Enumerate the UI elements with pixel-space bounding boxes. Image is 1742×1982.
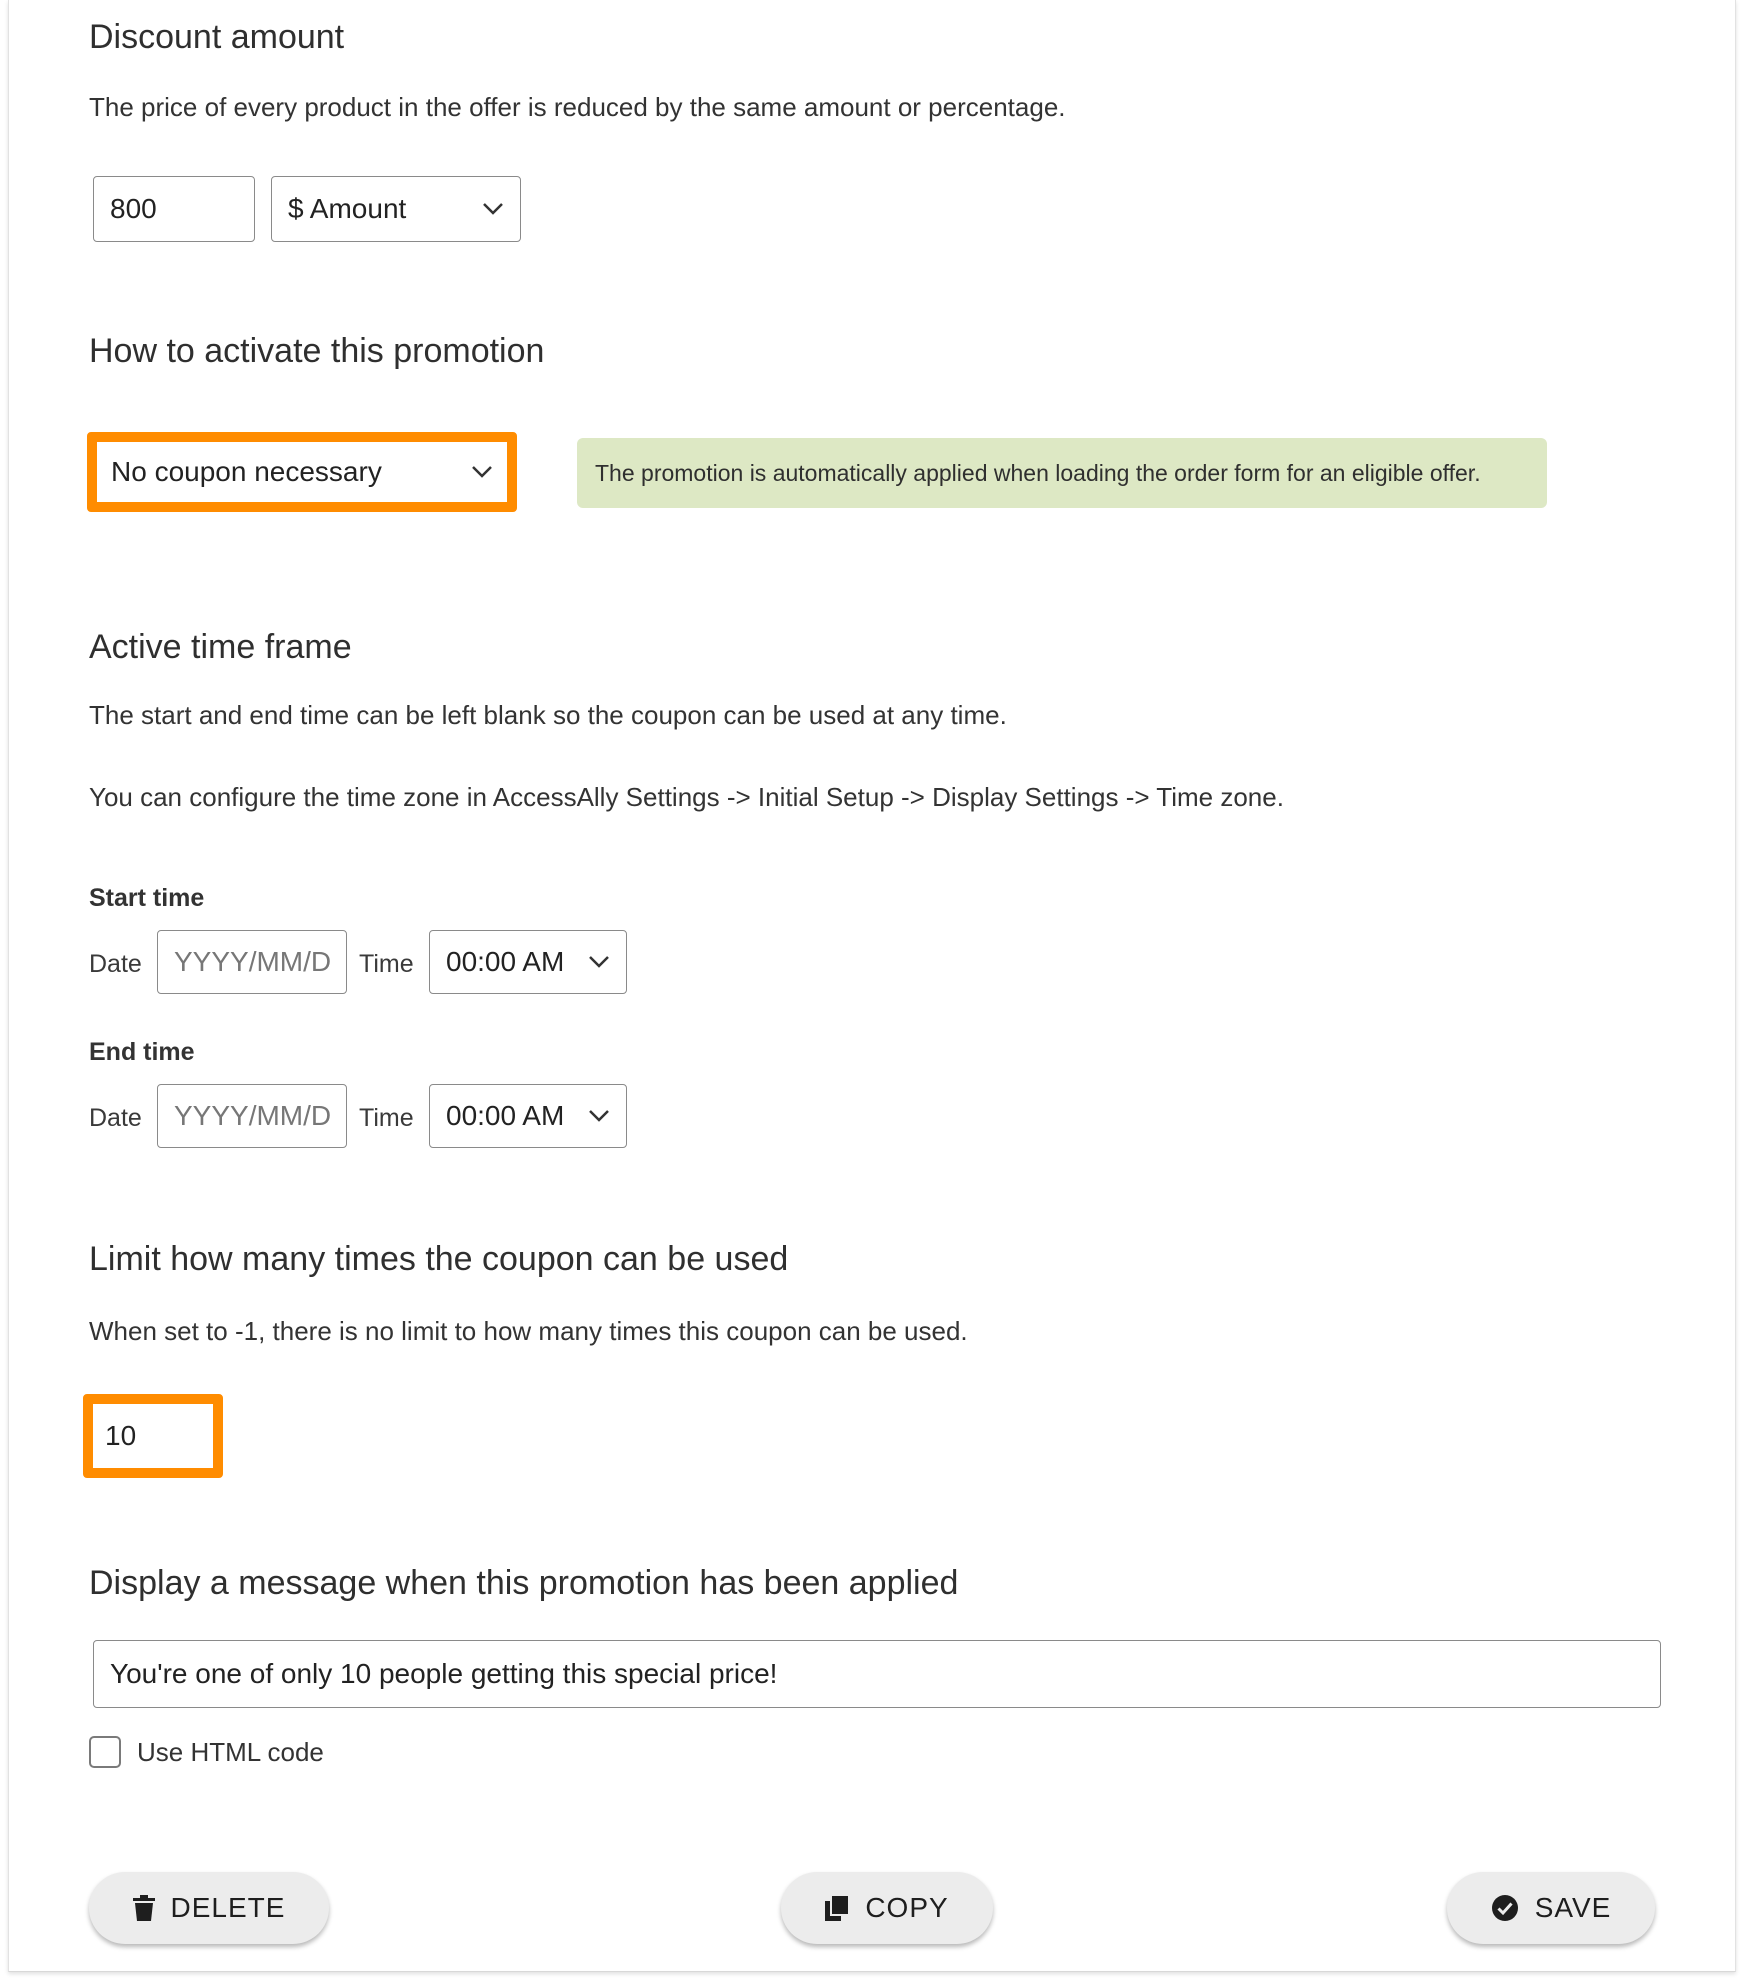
end-date-label: Date <box>89 1104 142 1132</box>
timeframe-description-1: The start and end time can be left blank so the coupon can be used at any time. <box>89 700 1007 730</box>
activation-note <box>577 438 1547 508</box>
activation-highlight <box>87 432 517 512</box>
limit-input[interactable] <box>93 1404 213 1468</box>
discount-heading: Discount amount <box>89 18 345 56</box>
activation-note-text: The promotion is automatically applied when loading the order form for an eligible offer. <box>595 459 1481 486</box>
check-circle-icon <box>1491 1894 1519 1922</box>
chevron-down-icon <box>482 202 504 216</box>
message-input[interactable] <box>93 1640 1661 1708</box>
start-date-label: Date <box>89 950 142 978</box>
save-label: SAVE <box>1534 1892 1612 1923</box>
start-time-value: 00:00 AM <box>446 946 565 977</box>
start-time-label: Start time <box>89 884 205 912</box>
chevron-down-icon <box>588 955 610 969</box>
end-date-placeholder: YYYY/MM/D <box>174 1100 332 1131</box>
limit-value: 10 <box>105 1420 137 1451</box>
activation-method-select[interactable] <box>97 442 507 502</box>
end-time-value: 00:00 AM <box>446 1100 565 1131</box>
limit-highlight <box>83 1394 223 1478</box>
timeframe-description-2: You can configure the time zone in AccessAlly Settings -> Initial Setup -> Display Settings -> Time zone. <box>89 782 1284 812</box>
start-time-field-label: Time <box>359 950 414 978</box>
copy-button[interactable] <box>781 1872 993 1944</box>
use-html-checkbox[interactable] <box>89 1736 121 1768</box>
delete-label: DELETE <box>170 1892 286 1923</box>
discount-description: The price of every product in the offer is reduced by the same amount or percentage. <box>89 92 1066 122</box>
timeframe-heading: Active time frame <box>89 628 352 666</box>
message-heading: Display a message when this promotion has been applied <box>89 1564 959 1602</box>
use-html-option[interactable] <box>89 1736 324 1768</box>
copy-icon <box>825 1895 849 1921</box>
activation-method-value: No coupon necessary <box>111 456 382 487</box>
limit-heading: Limit how many times the coupon can be used <box>89 1240 789 1278</box>
trash-icon <box>133 1895 155 1921</box>
message-value: You're one of only 10 people getting this special price! <box>110 1658 778 1689</box>
end-time-field-label: Time <box>359 1104 414 1132</box>
end-time-label: End time <box>89 1038 195 1066</box>
discount-type-select[interactable] <box>271 176 521 242</box>
end-time-select[interactable] <box>429 1084 627 1148</box>
save-button[interactable] <box>1447 1872 1655 1944</box>
chevron-down-icon <box>471 465 493 479</box>
end-date-input[interactable] <box>157 1084 347 1148</box>
copy-label: COPY <box>865 1892 949 1923</box>
start-date-placeholder: YYYY/MM/D <box>174 946 332 977</box>
start-time-select[interactable] <box>429 930 627 994</box>
promotion-settings-panel <box>8 0 1736 1972</box>
activation-heading: How to activate this promotion <box>89 332 545 370</box>
discount-type-value: $ Amount <box>288 193 407 224</box>
limit-description: When set to -1, there is no limit to how many times this coupon can be used. <box>89 1316 968 1346</box>
delete-button[interactable] <box>89 1872 329 1944</box>
discount-value-input[interactable] <box>93 176 255 242</box>
start-date-input[interactable] <box>157 930 347 994</box>
discount-value: 800 <box>110 193 157 224</box>
chevron-down-icon <box>588 1109 610 1123</box>
use-html-label: Use HTML code <box>137 1736 324 1767</box>
